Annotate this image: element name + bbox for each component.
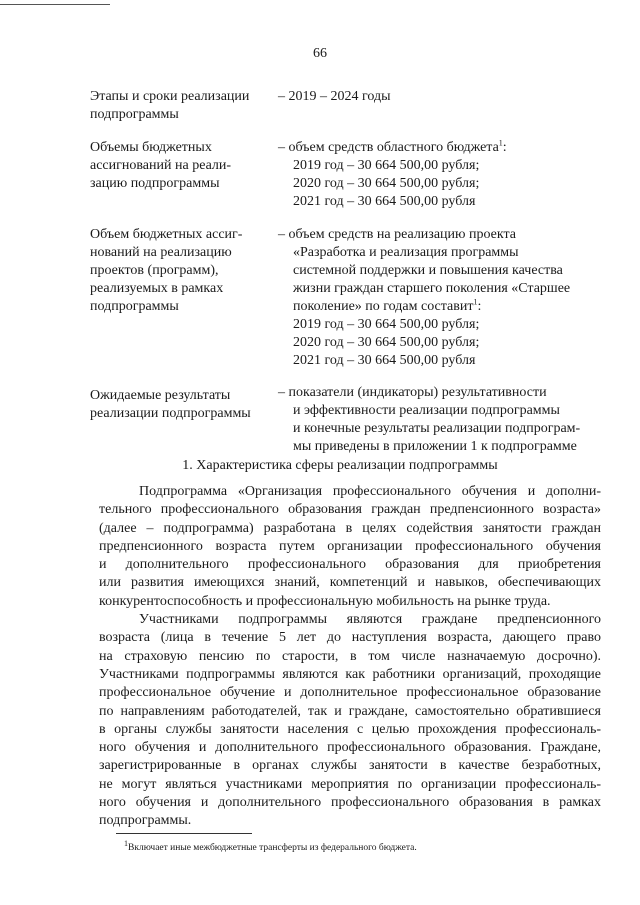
passport-row-stages xyxy=(90,88,610,124)
value-text: – объем средств областного бюджета xyxy=(278,140,499,155)
value-line: – объем средств областного бюджета$^1$: xyxy=(278,138,507,155)
passport-value xyxy=(278,139,608,211)
passport-label xyxy=(90,88,278,124)
passport-table xyxy=(90,88,610,471)
label-line: реализуемых в рамках xyxy=(90,281,224,296)
passport-label xyxy=(90,139,278,211)
text-line: подпрограммы. xyxy=(99,813,192,829)
value-text: поколение» по годам составит xyxy=(293,299,474,314)
value-line: «Разработка и реализация программы xyxy=(293,245,519,260)
value-line: и эффективности реализации подпрограммы xyxy=(293,403,560,418)
label-line: подпрограммы xyxy=(90,107,179,122)
label-line: ассигнований на реали- xyxy=(90,158,232,173)
passport-value xyxy=(278,88,608,124)
footnote-rule xyxy=(116,833,252,834)
value-line: мы приведены в приложении 1 к подпрограмме xyxy=(293,439,577,454)
section-heading: 1. Характеристика сферы реализации подпрограммы xyxy=(182,458,498,473)
text-line: в органы службы занятости населения с целью прохождения профессиональ- xyxy=(99,721,601,737)
passport-row-budget xyxy=(90,139,610,211)
passport-value xyxy=(278,384,608,456)
value-line: 2019 год – 30 664 500,00 рубля; xyxy=(293,158,480,173)
label-line: нований на реализацию xyxy=(90,245,232,260)
text-line: предпенсионного возраста путем организации профессионального обучения xyxy=(99,538,601,554)
label-line: Ожидаемые результаты xyxy=(90,388,231,403)
text-line: (далее – подпрограмма) разработана в целях содействия занятости граждан xyxy=(99,520,601,536)
footnote-ref: 1 xyxy=(498,138,503,148)
footnote xyxy=(124,838,417,854)
passport-row-results xyxy=(90,384,610,456)
value-line: – 2019 – 2024 годы xyxy=(278,89,391,104)
text-line: Участниками подпрограммы являются как работники организаций, проходящие xyxy=(99,666,601,682)
value-line: – объем средств на реализацию проекта xyxy=(278,227,516,242)
text-line: не могут являться участниками мероприятия по организации профессиональ- xyxy=(99,776,601,792)
value-line: поколение» по годам составит$^1$: xyxy=(293,297,482,314)
text-line: тельного профессионального образования граждан предпенсионного возраста» xyxy=(99,502,601,518)
passport-label xyxy=(90,384,278,456)
value-line: системной поддержки и повышения качества xyxy=(293,263,563,278)
footnote-ref: 1 xyxy=(473,297,478,307)
value-line: 2020 год – 30 664 500,00 рубля; xyxy=(293,176,480,191)
value-line: 2021 год – 30 664 500,00 рубля xyxy=(293,194,476,209)
label-line: зацию подпрограммы xyxy=(90,176,220,191)
text-line: профессиональное обучение и дополнительное профессиональное образование xyxy=(99,685,601,701)
label-line: проектов (программ), xyxy=(90,263,219,278)
text-line: на страховую пенсию по старости, в том числе назначаемую досрочно). xyxy=(99,648,601,664)
value-line: 2019 год – 30 664 500,00 рубля; xyxy=(293,317,480,332)
text-line: зарегистрированные в органах службы занятости в качестве безработных, xyxy=(99,758,601,774)
label-line: реализации подпрограммы xyxy=(90,406,251,421)
text-line: и дополнительного профессионального образования для приобретения xyxy=(99,557,601,573)
text-line: Участниками подпрограммы являются граждане предпенсионного xyxy=(139,612,601,628)
page-number: 66 xyxy=(313,46,327,61)
footnote-marker: 1 xyxy=(124,838,128,848)
value-line: и конечные результаты реализации подпрограм- xyxy=(293,421,581,436)
value-line: жизни граждан старшего поколения «Старшее xyxy=(293,281,571,296)
label-line: подпрограммы xyxy=(90,299,179,314)
passport-value xyxy=(278,226,608,370)
label-line: Этапы и сроки реализации xyxy=(90,89,250,104)
paragraph-2 xyxy=(99,611,601,831)
passport-label xyxy=(90,226,278,370)
label-line: Объемы бюджетных xyxy=(90,140,212,155)
text-line: возраста (лица в течение 5 лет до наступления возраста, дающего право xyxy=(99,630,601,646)
text-line: по направлениям работодателей, так и граждане, самостоятельно обратившиеся xyxy=(99,703,601,719)
passport-row-projects xyxy=(90,226,610,370)
footnote-text: Включает иные межбюджетные трансферты из федерального бюджета. xyxy=(128,843,417,853)
text-line: ного обучения и дополнительного профессионального образования в рамках xyxy=(99,795,601,811)
text-line: Подпрограмма «Организация профессионального обучения и дополни- xyxy=(139,484,601,499)
text-line: или развития имеющихся знаний, компетенций и навыков, обеспечивающих xyxy=(99,575,601,591)
label-line: Объем бюджетных ассиг- xyxy=(90,227,243,242)
value-line: 2021 год – 30 664 500,00 рубля xyxy=(293,353,476,368)
paragraph-1 xyxy=(99,483,601,611)
text-line: ного обучения и дополнительного профессионального образования. Граждане, xyxy=(99,740,601,756)
value-line: – показатели (индикаторы) результативности xyxy=(278,385,547,400)
value-line: 2020 год – 30 664 500,00 рубля; xyxy=(293,335,480,350)
body-text xyxy=(99,483,601,831)
text-line: конкурентоспособность и профессиональную мобильность на рынке труда. xyxy=(99,593,551,609)
top-rule xyxy=(0,4,110,5)
